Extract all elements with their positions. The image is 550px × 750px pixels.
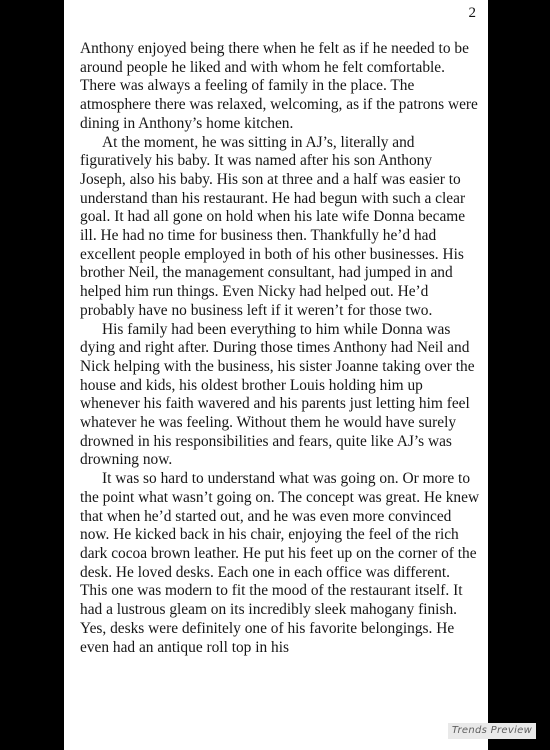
paragraph: At the moment, he was sitting in AJ’s, literally and figuratively his baby. It was named after his son Anthony Joseph, also his baby. His son at three and a half was easier to understand than his restaurant. He had begun with such a clear goal. It had all gone on hold when his late wife Donna became ill. He had no time for business then. Thankfully he’d had excellent people employed in both of his other businesses. His brother Neil, the management consultant, had jumped in and helped him run things. Even Nicky had helped out. He’d probably have no business left if it weren’t for those two.: [80, 133, 466, 319]
paragraph: His family had been everything to him while Donna was dying and right after. During those times Anthony had Neil and Nick helping with the business, his sister Joanne taking over the house and kids, his oldest brother Louis holding him up whenever his faith wavered and his parents just letting him feel whatever he was feeling. Without them he would have surely drowned in his responsibilities and fears, quite like AJ’s was drowning now.: [80, 320, 475, 469]
paragraph: Anthony enjoyed being there when he felt as if he needed to be around people he liked and with whom he felt comfortable. There was always a feeling of family in the place. The atmosphere there was relaxed, welcoming, as if the patrons were dining in Anthony’s home kitchen.: [80, 40, 478, 132]
paragraph: It was so hard to understand what was going on. Or more to the point what wasn’t going on. The concept was great. He knew that when he’d started out, and he was even more convinced now. He kicked back in his chair, enjoying the feel of the rich dark cocoa brown leather. He put his feet up on the corner of the desk. He loved desks. Each one in each office was different. This one was modern to fit the mood of the restaurant itself. It had a lustrous gleam on its incredibly sleek mahogany finish. Yes, desks were definitely one of his favorite belongings. He even had an antique roll top in his: [80, 470, 480, 656]
page-body: [80, 40, 480, 657]
book-page: [64, 0, 488, 750]
watermark: Trends Preview: [448, 723, 536, 739]
page-number: 2: [468, 5, 476, 21]
